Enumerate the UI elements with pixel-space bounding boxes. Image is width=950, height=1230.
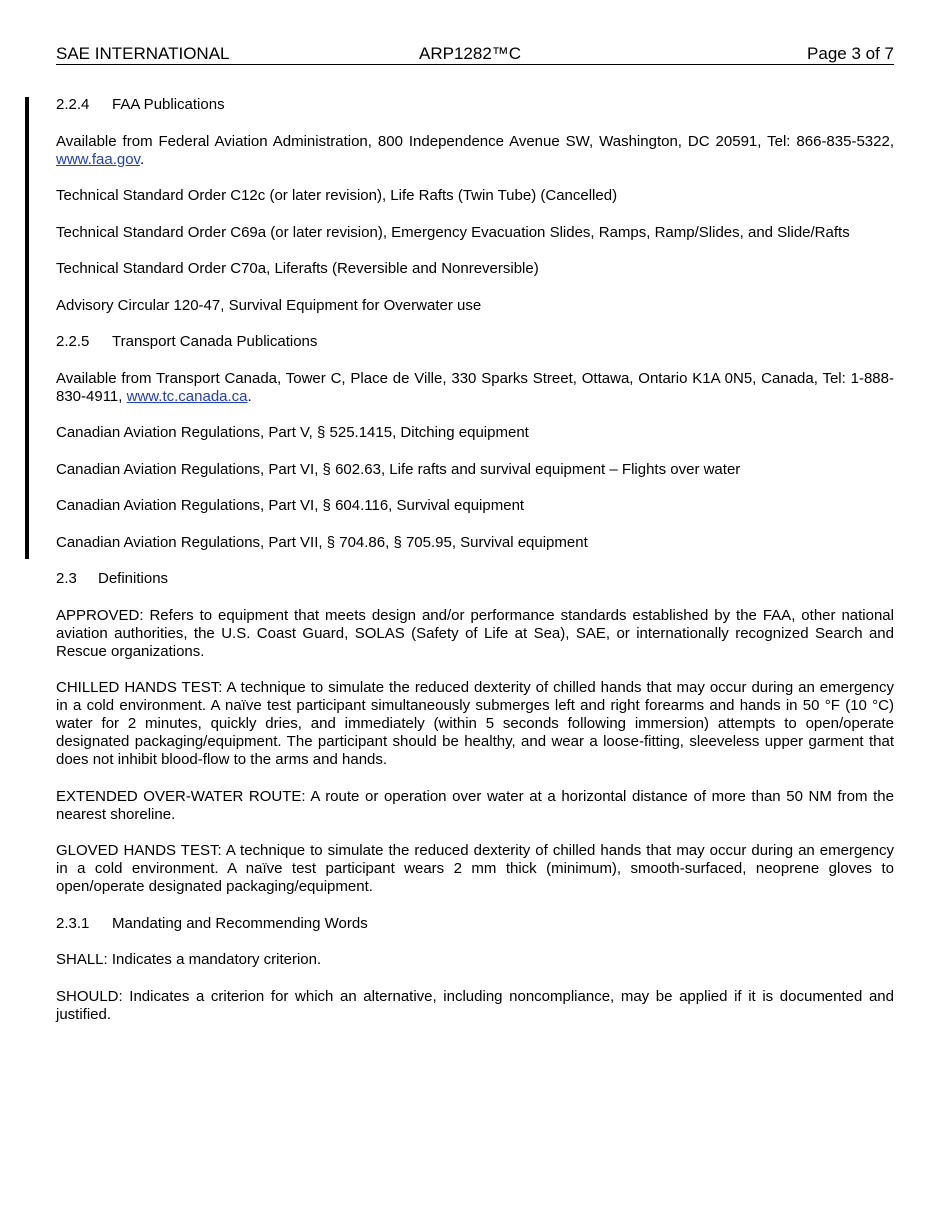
document-body: [56, 96, 894, 1042]
section-title: Transport Canada Publications: [112, 333, 318, 350]
section-number: 2.3: [56, 570, 77, 587]
definition: CHILLED HANDS TEST: A technique to simulate the reduced dexterity of chilled hands that may occur during an emergency in a cold environment. A naïve test participant simultaneously submerges left and right forearms and hands in 50 °F (10 °C) water for 2 minutes, quickly dries, and immediately (within 5 seconds following immersion) attempts to open/operate designated packaging/equipment. The participant should be healthy, and wear a loose-fitting, sleeveless upper garment that does not inhibit blood-flow to the arms and hands.: [56, 679, 894, 768]
revision-change-bar: [25, 97, 29, 559]
faa-item: Advisory Circular 120-47, Survival Equipment for Overwater use: [56, 296, 482, 314]
definition: APPROVED: Refers to equipment that meets design and/or performance standards established by the FAA, other national aviation authorities, the U.S. Coast Guard, SOLAS (Safety of Life at Sea), SAE, or internationally recognized Search and Rescue organizations.: [56, 606, 894, 660]
tc-item: Canadian Aviation Regulations, Part V, § 525.1415, Ditching equipment: [56, 424, 529, 441]
section-title: FAA Publications: [112, 96, 225, 113]
section-title: Definitions: [98, 570, 169, 587]
definition: SHOULD: Indicates a criterion for which an alternative, including noncompliance, may be applied if it is documented and justified.: [56, 987, 894, 1023]
header-org: SAE INTERNATIONAL: [56, 44, 230, 63]
page-header: [56, 44, 894, 65]
faa-item: Technical Standard Order C69a (or later revision), Emergency Evacuation Slides, Ramps, Ramp/Slides, and Slide/Rafts: [56, 223, 850, 241]
tc-item: Canadian Aviation Regulations, Part VI, § 602.63, Life rafts and survival equipment – Flights over water: [56, 460, 741, 478]
definition: GLOVED HANDS TEST: A technique to simulate the reduced dexterity of chilled hands that may occur during an emergency in a cold environment. A naïve test participant wears 2 mm thick (minimum), smooth-surfaced, neoprene gloves to open/operate designated packaging/equipment.: [56, 842, 894, 895]
faa-link[interactable]: www.faa.gov: [56, 150, 140, 168]
section-title: Mandating and Recommending Words: [112, 914, 368, 932]
faa-item: Technical Standard Order C12c (or later revision), Life Rafts (Twin Tube) (Cancelled): [56, 187, 618, 204]
section-heading-2-2-5: [56, 333, 894, 351]
definition: EXTENDED OVER-WATER ROUTE: A route or operation over water at a horizontal distance of more than 50 NM from the nearest shoreline.: [56, 787, 894, 823]
section-number: 2.3.1: [56, 914, 90, 932]
section-number: 2.2.4: [56, 96, 90, 113]
header-page-number: Page 3 of 7: [807, 44, 894, 63]
faa-item: Technical Standard Order C70a, Liferafts (Reversible and Nonreversible): [56, 260, 539, 277]
tc-link[interactable]: www.tc.canada.ca: [126, 387, 248, 405]
tc-item: Canadian Aviation Regulations, Part VII, § 704.86, § 705.95, Survival equipment: [56, 533, 588, 551]
section-heading-2-2-4: [56, 96, 894, 114]
section-number: 2.2.5: [56, 333, 90, 350]
section-heading-2-3-1: [56, 915, 894, 933]
tc-availability: Available from Transport Canada, Tower C, Place de Ville, 330 Sparks Street, Ottawa, Ontario K1A 0N5, Canada, Tel: 1-888-830-4911, www.tc.canada.ca.: [56, 369, 894, 405]
tc-item: Canadian Aviation Regulations, Part VI, § 604.116, Survival equipment: [56, 497, 525, 514]
definition: SHALL: Indicates a mandatory criterion.: [56, 951, 322, 968]
header-doc-number: ARP1282™C: [419, 44, 522, 63]
section-heading-2-3: [56, 570, 894, 588]
faa-availability: Available from Federal Aviation Administration, 800 Independence Avenue SW, Washington, DC 20591, Tel: 866-835-5322, www.faa.gov.: [56, 132, 894, 168]
